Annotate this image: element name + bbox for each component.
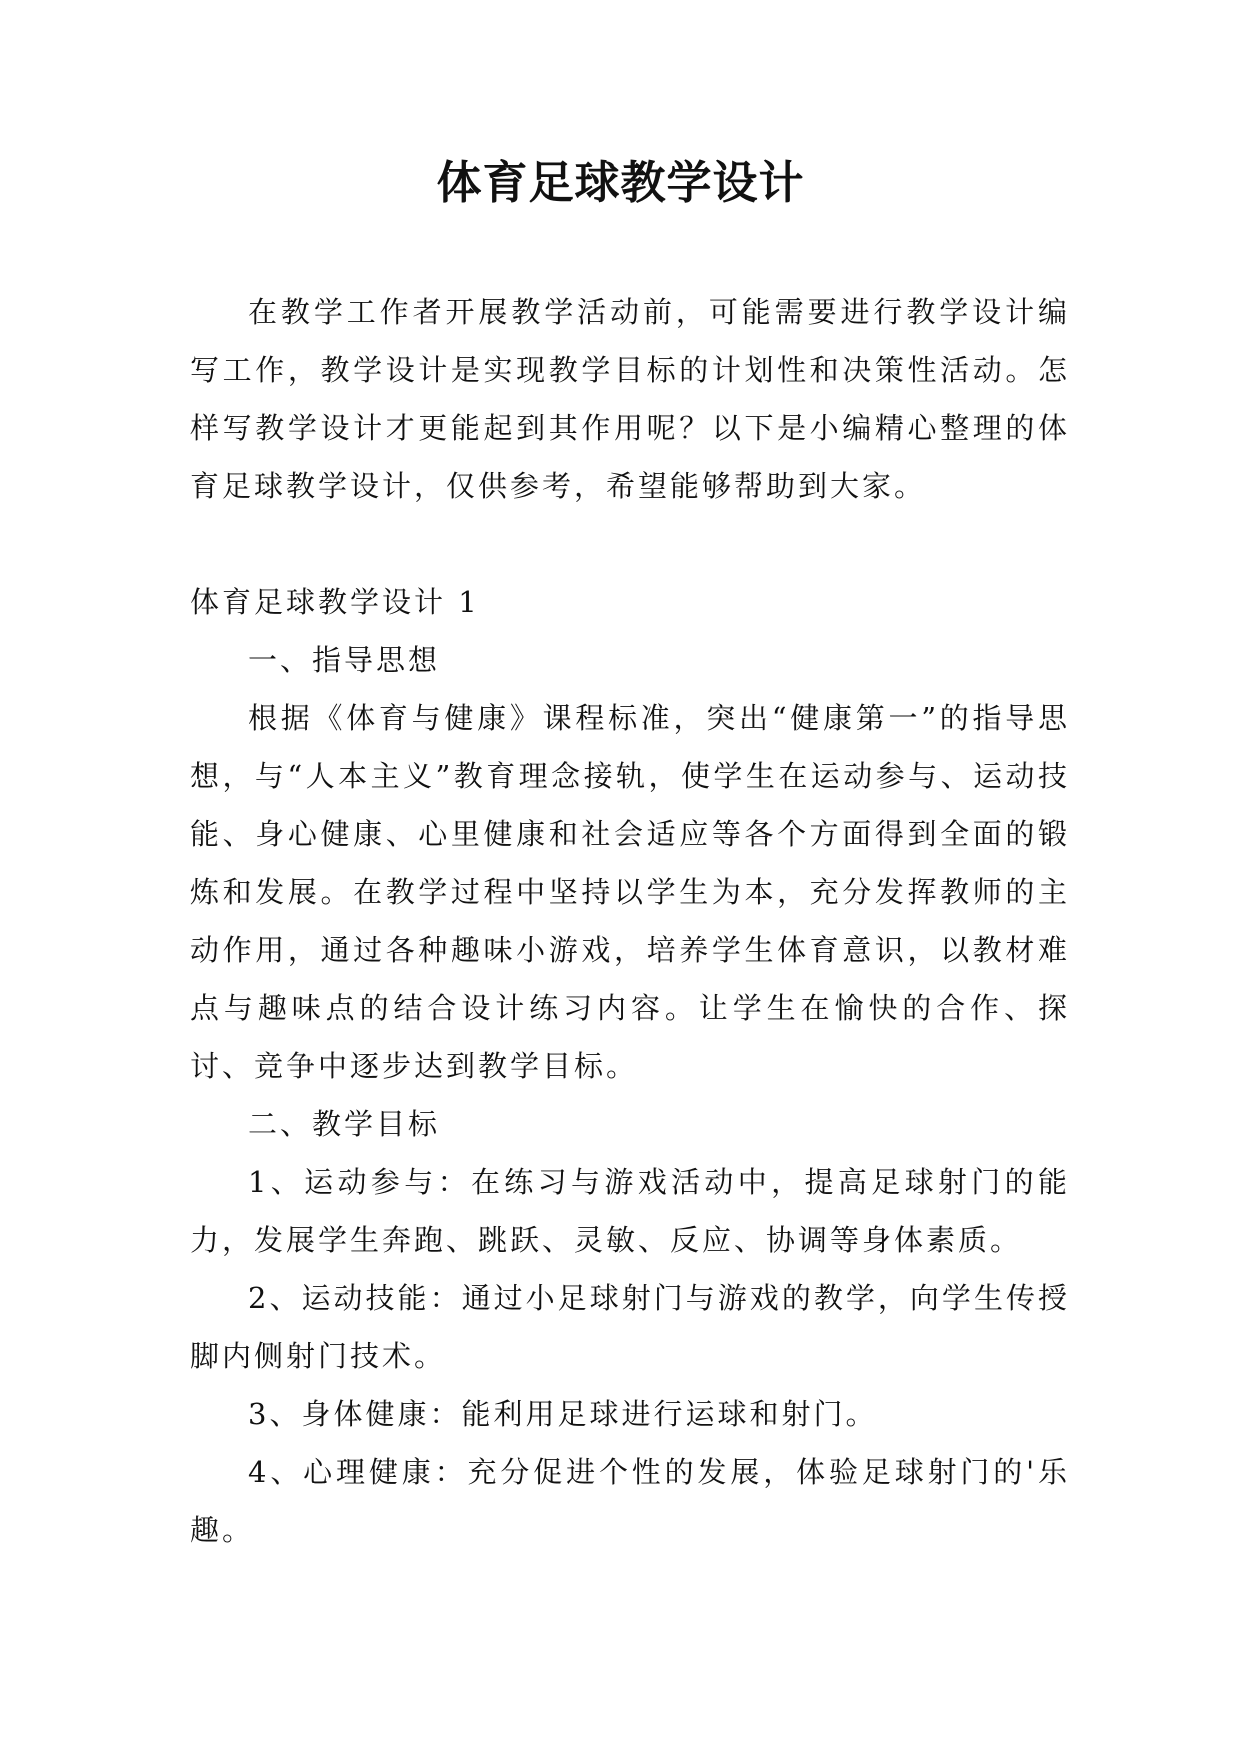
heading-guiding-thought: 一、指导思想 xyxy=(248,643,441,677)
intro-paragraph: 在教学工作者开展教学活动前，可能需要进行教学设计编写工作，教学设计是实现教学目标的计划性和决策性活动。怎样写教学设计才更能起到其作用呢？以下是小编精心整理的体育足球教学设计，仅供参考，希望能够帮助到大家。 xyxy=(190,295,1070,503)
heading-teaching-goals: 二、教学目标 xyxy=(248,1107,441,1141)
guiding-thought-paragraph: 根据《体育与健康》课程标准，突出“健康第一”的指导思想，与“人本主义”教育理念接轨，使学生在运动参与、运动技能、身心健康、心里健康和社会适应等各个方面得到全面的锻炼和发展。在教学过程中坚持以学生为本，充分发挥教师的主动作用，通过各种趣味小游戏，培养学生体育意识，以教材难点与趣味点的结合设计练习内容。让学生在愉快的合作、探讨、竞争中逐步达到教学目标。 xyxy=(190,701,1070,1083)
document-title: 体育足球教学设计 xyxy=(436,156,805,209)
goal-item-4: 4、心理健康：充分促进个性的发展，体验足球射门的'乐趣。 xyxy=(190,1455,1070,1547)
section-title: 体育足球教学设计 1 xyxy=(190,585,480,619)
goal-item-1: 1、运动参与：在练习与游戏活动中，提高足球射门的能力，发展学生奔跑、跳跃、灵敏、反应、协调等身体素质。 xyxy=(190,1165,1070,1257)
goal-item-2: 2、运动技能：通过小足球射门与游戏的教学，向学生传授脚内侧射门技术。 xyxy=(190,1281,1070,1373)
goal-item-3: 3、身体健康：能利用足球进行运球和射门。 xyxy=(248,1397,878,1431)
document-body xyxy=(190,283,1070,1559)
